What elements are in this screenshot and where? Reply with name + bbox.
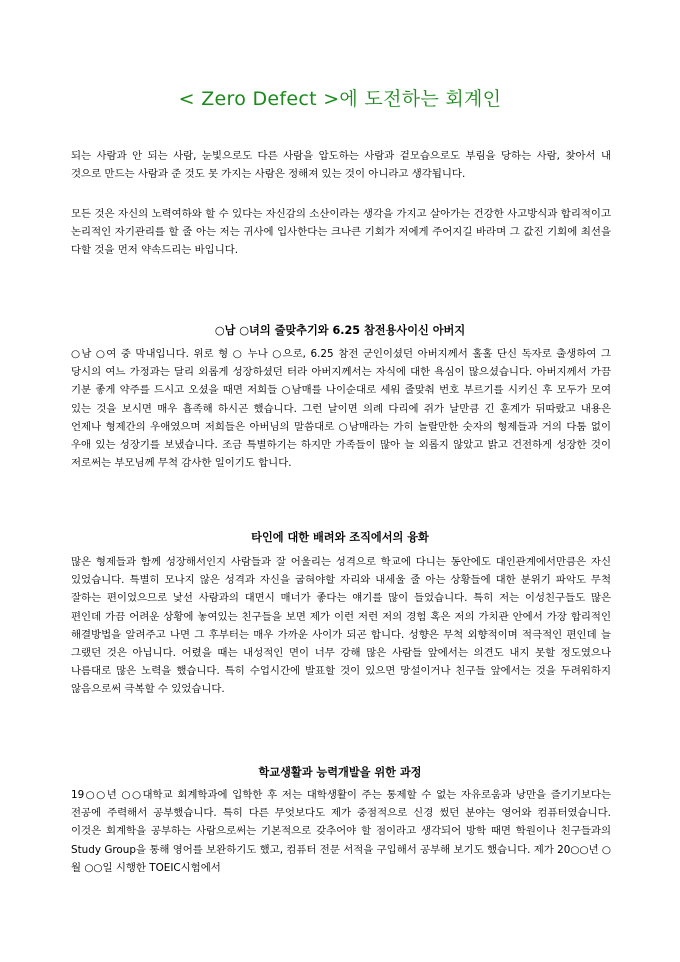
section-body-relationships: 많은 형제들과 함께 성장해서인지 사람들과 잘 어울리는 성격으로 학교에 다니는 동안에도 대인관계에서만큼은 자신 있었습니다. 특별히 모나지 않은 성격과 자신을 굽혀야할 자리와 내세울 줄 아는 상황들에 대한 분위기 파악도 무척 잘하는 편이었으므로 낯선 사람과의 대면시 매너가 좋다는 얘기를 많이 들었습니다. 특히 저는 이성친구들도 많은 편인데 가끔 어려운 상황에 놓여있는 친구들을 보면 제가 이런 저런 저의 경험 혹은 저의 가치관 안에서 가장 합리적인 해결방법을 알려주고 나면 그 후부터는 매우 가까운 사이가 되곤 합니다. 성향은 무척 외향적이며 적극적인 편인데 늘 그랬던 것은 아닙니다. 어렸을 때는 내성적인 면이 너무 강해 많은 사람들 앞에서는 의견도 내지 못할 정도였으나 나름대로 많은 노력을 했습니다. 특히 수업시간에 발표할 것이 있으면 망설이거나 친구들 앞에서는 것을 두려워하지 않음으로써 극복할 수 있었습니다. bbox=[71, 556, 611, 696]
document-title: < Zero Defect >에 도전하는 회계인 bbox=[178, 88, 502, 110]
section-heading-relationships: 타인에 대한 배려와 조직에서의 융화 bbox=[251, 531, 429, 544]
intro-paragraph-2: 모든 것은 자신의 노력여하와 할 수 있다는 자신감의 소산이라는 생각을 가지고 살아가는 건강한 사고방식과 합리적이고 논리적인 자기관리를 할 줄 아는 저는 귀사에 입사한다는 크나큰 기회가 저에게 주어지길 바라며 그 값진 기회에 최선을 다할 것을 먼저 약속드리는 바입니다. bbox=[71, 208, 611, 257]
intro-paragraph-1: 되는 사람과 안 되는 사람, 눈빛으로도 다른 사람을 압도하는 사람과 겉모습으로도 부림을 당하는 사람, 찾아서 내 것으로 만드는 사람과 준 것도 못 가지는 사람은 정해져 있는 것이 아니라고 생각됩니다. bbox=[71, 150, 611, 181]
section-heading-family: ○남 ○녀의 줄맞추기와 6.25 참전용사이신 아버지 bbox=[214, 324, 466, 337]
section-body-school: 19○○년 ○○대학교 회계학과에 입학한 후 저는 대학생활이 주는 통제할 수 없는 자유로움과 낭만을 즐기기보다는 전공에 주력해서 공부했습니다. 특히 다른 무엇보다도 제가 중점적으로 신경 썼던 분야는 영어와 컴퓨터였습니다. 이것은 회계학을 공부하는 사람으로써는 기본적으로 갖추어야 할 점이라고 생각되어 방학 때면 학원이나 친구들과의 Study Group을 통해 영어를 보완하기도 했고, 컴퓨터 전문 서적을 구입해서 공부해 보기도 했습니다. 제가 20○○년 ○월 ○○일 시행한 TOEIC시험에서 bbox=[71, 789, 611, 874]
section-body-family: ○남 ○여 중 막내입니다. 위로 형 ○ 누나 ○으로, 6.25 참전 군인이셨던 아버지께서 홀홀 단신 독자로 출생하여 그 당시의 여느 가정과는 달리 외롭게 성장하셨던 터라 아버지께서는 자식에 대한 욕심이 많으셨습니다. 아버지께서 가끔 기분 좋게 약주를 드시고 오셨을 때면 저희들 ○남매를 나이순대로 세워 줄맞춰 번호 부르기를 시키신 후 모두가 모여 있는 것을 보시면 매우 흡족해 하시곤 했습니다. 그런 날이면 의례 다리에 쥐가 날만큼 긴 훈계가 뒤따랐고 내용은 언제나 형제간의 우애였으며 저희들은 아버님의 말씀대로 ○남매라는 가히 놀랄만한 숫자의 형제들과 거의 다툼 없이 우애 있는 성장기를 보냈습니다. 조금 특별하기는 하지만 가족들이 많아 늘 외롭지 않았고 밝고 건전하게 성장한 것이 저로써는 부모님께 무척 감사한 일이기도 합니다. bbox=[71, 348, 611, 470]
section-heading-school: 학교생활과 능력개발을 위한 과정 bbox=[258, 766, 422, 779]
